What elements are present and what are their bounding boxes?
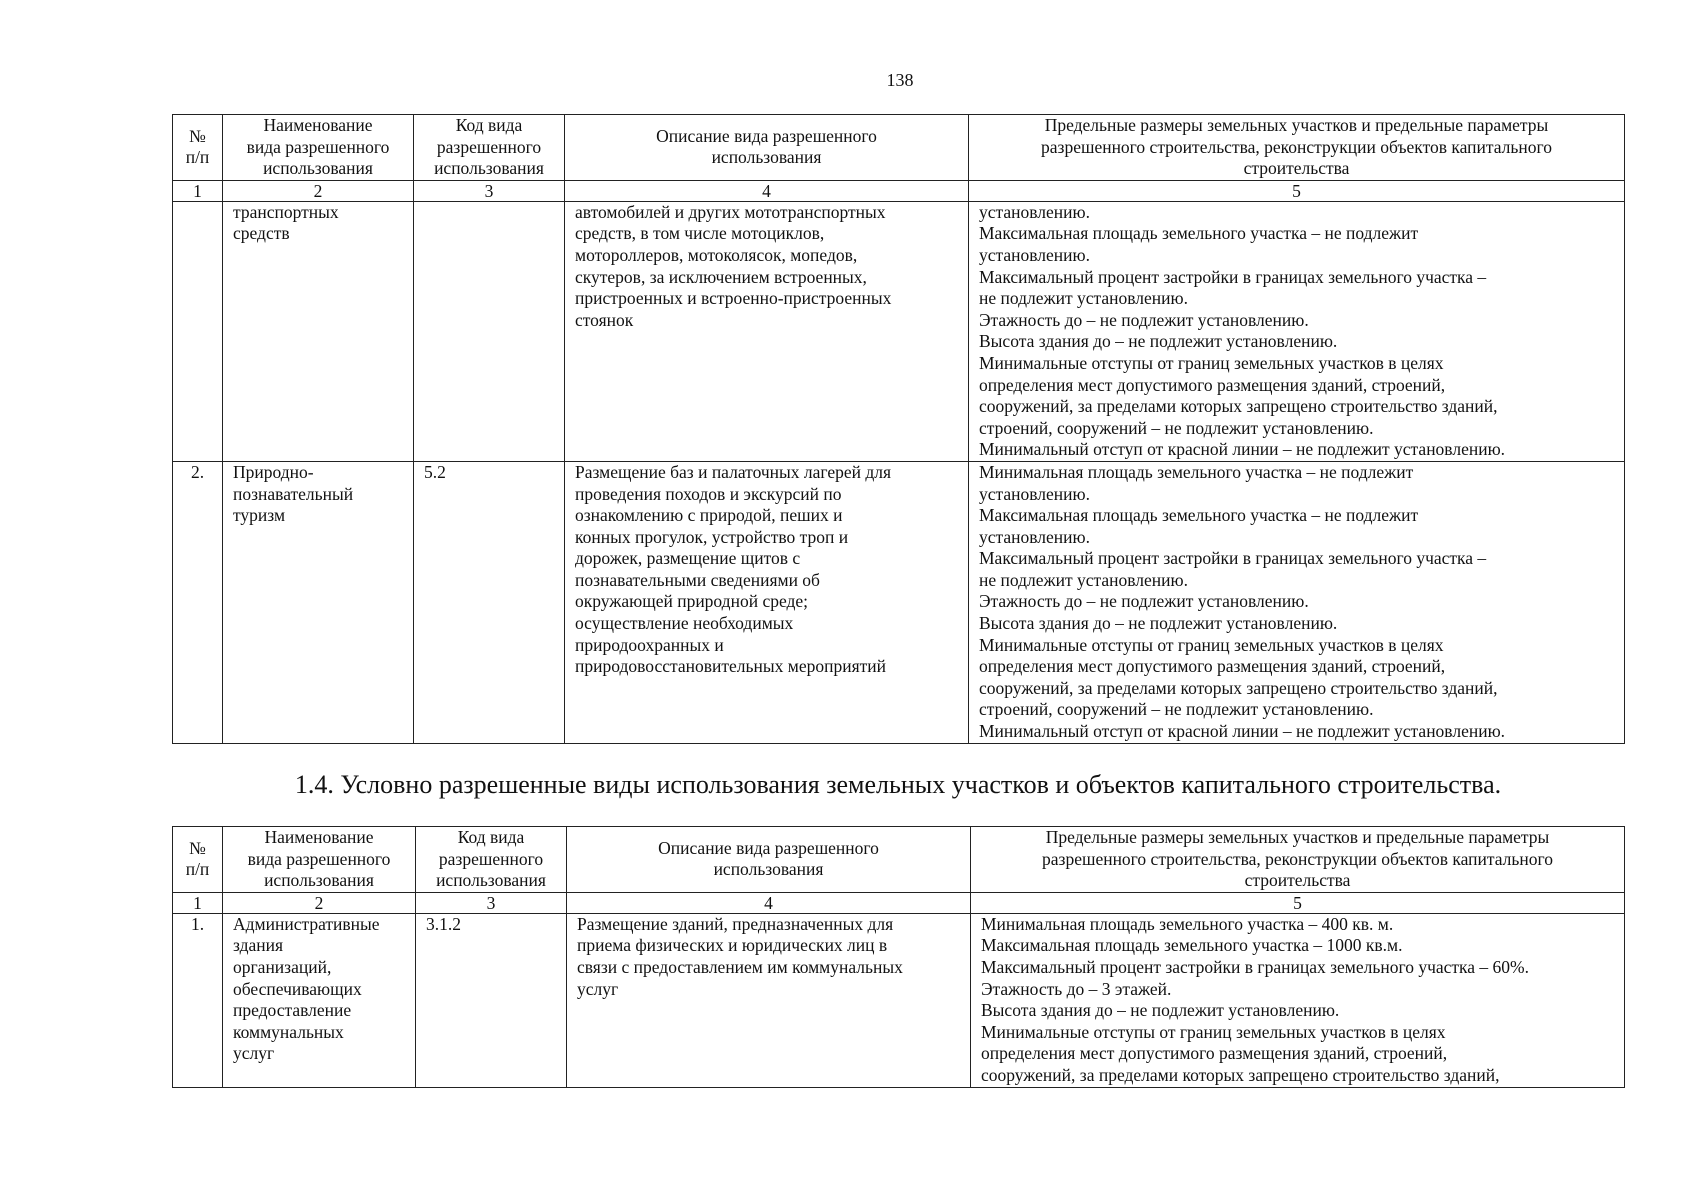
use-description: автомобилей и других мототранспортных средств, в том числе мотоциклов, мотороллеров, мотоколясок, мопедов, скутеров, за исключением встроенных, пристроенных и встроенно-пристроенных стоянок [565,201,969,461]
use-limits: установлению. Максимальная площадь земельного участка – не подлежит установлению. Максимальный процент застройки в границах земельного участка – не подлежит установлению. Этажность до – не подлежит установлению. Высота здания до – не подлежит установлению. Минимальные отступы от границ земельных участков в целях определения мест допустимого размещения зданий, строений, сооружений, за пределами которых запрещено строительство зданий, строений, сооружений – не подлежит установлению. Минимальный отступ от красной линии – не подлежит установлению. [969,201,1625,461]
table-row [173,201,1625,461]
header-code: Код вида разрешенного использования [414,115,565,181]
use-name: Природно- познавательный туризм [223,461,414,743]
header-name: Наименование вида разрешенного использования [223,115,414,181]
header-row [173,115,1625,181]
header-limits: Предельные размеры земельных участков и предельные параметры разрешенного строительства, реконструкции объектов капитального строительства [971,827,1625,893]
header-code: Код вида разрешенного использования [416,827,567,893]
header-description: Описание вида разрешенного использования [565,115,969,181]
use-limits: Минимальная площадь земельного участка – 400 кв. м. Максимальная площадь земельного участка – 1000 кв.м. Максимальный процент застройки в границах земельного участка – 60%. Этажность до – 3 этажей. Высота здания до – не подлежит установлению. Минимальные отступы от границ земельных участков в целях определения мест допустимого размещения зданий, строений, сооружений, за пределами которых запрещено строительство зданий, [971,913,1625,1087]
header-limits: Предельные размеры земельных участков и предельные параметры разрешенного строительства, реконструкции объектов капитального строительства [969,115,1625,181]
use-limits: Минимальная площадь земельного участка – не подлежит установлению. Максимальная площадь земельного участка – не подлежит установлению. Максимальный процент застройки в границах земельного участка – не подлежит установлению. Этажность до – не подлежит установлению. Высота здания до – не подлежит установлению. Минимальные отступы от границ земельных участков в целях определения мест допустимого размещения зданий, строений, сооружений, за пределами которых запрещено строительство зданий, строений, сооружений – не подлежит установлению. Минимальный отступ от красной линии – не подлежит установлению. [969,461,1625,743]
column-number: 4 [565,180,969,201]
column-number-row [173,180,1625,201]
use-code: 5.2 [414,461,565,743]
header-row [173,827,1625,893]
column-number-row [173,892,1625,913]
column-number: 4 [567,892,971,913]
header-num: № п/п [173,115,223,181]
use-name: транспортных средств [223,201,414,461]
column-number: 5 [971,892,1625,913]
section-heading: 1.4. Условно разрешенные виды использования земельных участков и объектов капитального строительства. [294,770,1502,799]
column-number: 2 [223,892,416,913]
row-number: 1. [173,913,223,1087]
header-name: Наименование вида разрешенного использования [223,827,416,893]
header-description: Описание вида разрешенного использования [567,827,971,893]
column-number: 1 [173,892,223,913]
use-description: Размещение зданий, предназначенных для приема физических и юридических лиц в связи с предоставлением им коммунальных услуг [567,913,971,1087]
conditional-uses-table [172,826,1625,1088]
use-name: Административные здания организаций, обеспечивающих предоставление коммунальных услуг [223,913,416,1087]
column-number: 3 [414,180,565,201]
header-num: № п/п [173,827,223,893]
column-number: 5 [969,180,1625,201]
table-row [173,461,1625,743]
table-row [173,913,1625,1087]
use-code [414,201,565,461]
row-number: 2. [173,461,223,743]
page-number: 138 [886,70,914,90]
use-description: Размещение баз и палаточных лагерей для проведения походов и экскурсий по ознакомлению с природой, пеших и конных прогулок, устройство троп и дорожек, размещение щитов с познавательными сведениями об окружающей природной среде; осуществление необходимых природоохранных и природовосстановительных мероприятий [565,461,969,743]
column-number: 2 [223,180,414,201]
use-code: 3.1.2 [416,913,567,1087]
row-number [173,201,223,461]
column-number: 1 [173,180,223,201]
column-number: 3 [416,892,567,913]
permitted-uses-table [172,114,1625,744]
